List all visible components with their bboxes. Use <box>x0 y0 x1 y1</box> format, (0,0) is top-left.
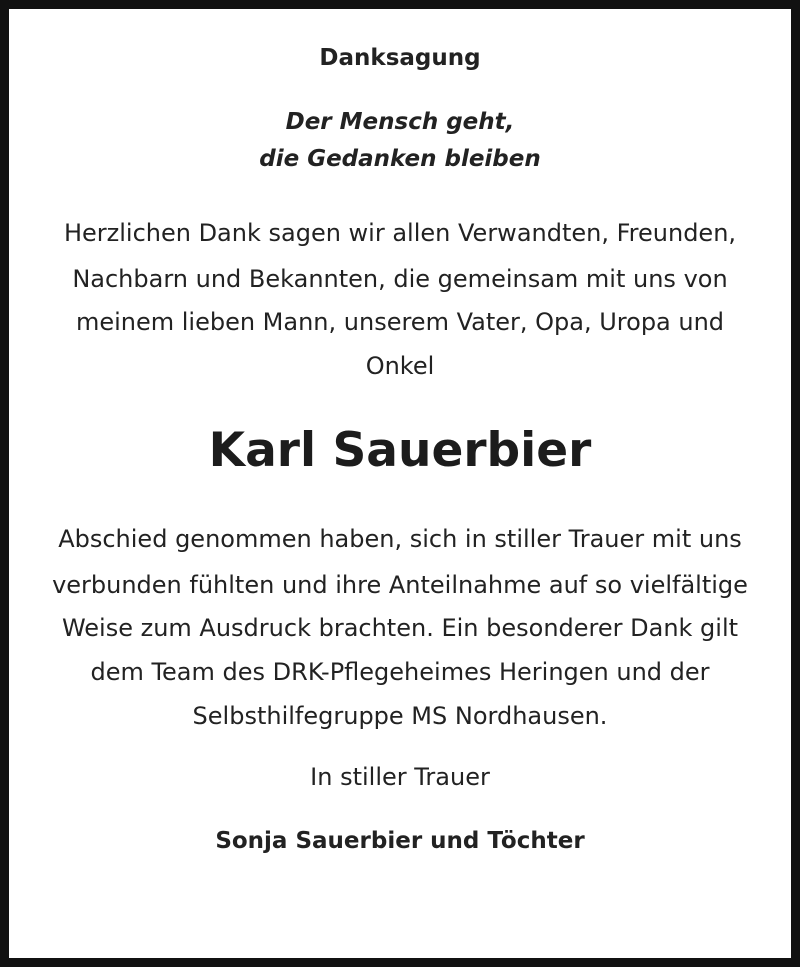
intro-line-1: Herzlichen Dank sagen wir allen Verwandten, Freunden, <box>63 219 737 247</box>
intro-line-2: Nachbarn und Bekannten, die gemeinsam mit uns von <box>72 265 728 293</box>
intro-line-3: meinem lieben Mann, unserem Vater, Opa, Uropa und <box>75 308 725 336</box>
body-line-3: Weise zum Ausdruck brachten. Ein besonderer Dank gilt <box>61 614 739 642</box>
notice-heading: Danksagung <box>319 45 481 71</box>
body-line-5: Selbsthilfegruppe MS Nordhausen. <box>192 702 608 730</box>
closing-phrase: In stiller Trauer <box>310 763 490 791</box>
deceased-name: Karl Sauerbier <box>208 423 592 478</box>
motto-line-1: Der Mensch geht, <box>285 109 515 135</box>
body-line-4: dem Team des DRK-Pflegeheimes Heringen und der <box>90 658 710 686</box>
body-line-2: verbunden fühlten und ihre Anteilnahme auf so vielfältige <box>52 571 748 599</box>
motto-line-2: die Gedanken bleiben <box>259 146 541 172</box>
signature: Sonja Sauerbier und Töchter <box>215 828 585 854</box>
intro-line-4: Onkel <box>365 352 435 380</box>
body-line-1: Abschied genommen haben, sich in stiller Trauer mit uns <box>58 525 742 553</box>
